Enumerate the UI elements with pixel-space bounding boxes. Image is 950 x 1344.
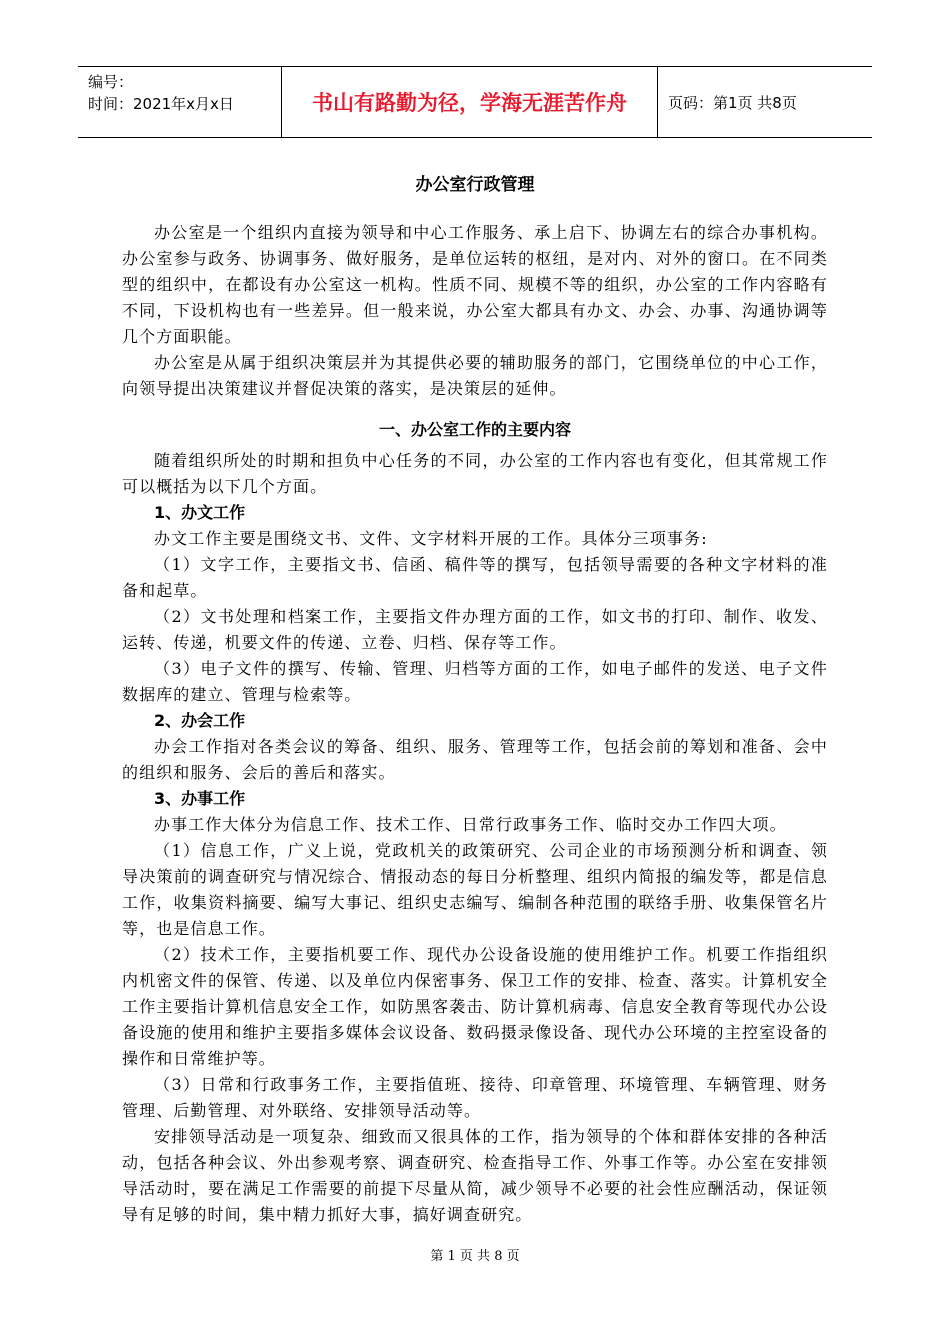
document-number-label: 编号： bbox=[88, 73, 134, 91]
subsection-heading: 2、办会工作 bbox=[154, 711, 246, 730]
section-heading: 一、办公室工作的主要内容 bbox=[378, 420, 571, 439]
header-table bbox=[78, 66, 872, 138]
paragraph: （2）技术工作，主要指机要工作、现代办公设备设施的使用维护工作。机要工作指组织内机密文件的保管、传递、以及单位内保密事务、保卫工作的安排、检查、落实。计算机安全工作主要指计算机信息安全工作，如防黑客袭击、防计算机病毒、信息安全教育等现代办公设备设施的使用和维护主要指多媒体会议设备、数码摄录像设备、现代办公环境的主控室设备的操作和日常维护等。 bbox=[122, 945, 828, 1068]
document-body bbox=[122, 170, 828, 1228]
paragraph: （1）文字工作，主要指文书、信函、稿件等的撰写，包括领导需要的各种文字材料的准备和起草。 bbox=[122, 555, 828, 600]
document-date: 时间：2021年x月x日 bbox=[88, 95, 234, 113]
subsection-heading: 1、办文工作 bbox=[154, 503, 246, 522]
intro-paragraph: 办公室是一个组织内直接为领导和中心工作服务、承上启下、协调左右的综合办事机构。办公室参与政务、协调事务、做好服务，是单位运转的枢纽，是对内、对外的窗口。在不同类型的组织中，在都设有办公室这一机构。性质不同、规模不等的组织，办公室的工作内容略有不同，下设机构也有一些差异。但一般来说，办公室大都具有办文、办会、办事、沟通协调等几个方面职能。 bbox=[122, 223, 828, 346]
header-meta-cell bbox=[78, 67, 282, 137]
paragraph: （3）日常和行政事务工作，主要指值班、接待、印章管理、环境管理、车辆管理、财务管理、后勤管理、对外联络、安排领导活动等。 bbox=[122, 1075, 828, 1120]
paragraph: 办会工作指对各类会议的筹备、组织、服务、管理等工作，包括会前的筹划和准备、会中的组织和服务、会后的善后和落实。 bbox=[122, 737, 828, 782]
paragraph: （2）文书处理和档案工作，主要指文件办理方面的工作，如文书的打印、制作、收发、运转、传递，机要文件的传递、立卷、归档、保存等工作。 bbox=[122, 607, 828, 652]
header-page-info: 页码：第1页 共8页 bbox=[668, 93, 797, 112]
document-title: 办公室行政管理 bbox=[415, 175, 535, 195]
intro-paragraph: 办公室是从属于组织决策层并为其提供必要的辅助服务的部门，它围绕单位的中心工作，向领导提出决策建议并督促决策的落实，是决策层的延伸。 bbox=[122, 353, 828, 398]
paragraph: 办事工作大体分为信息工作、技术工作、日常行政事务工作、临时交办工作四大项。 bbox=[154, 815, 787, 834]
page-footer: 第 1 页 共 8 页 bbox=[430, 1249, 520, 1264]
paragraph: （3）电子文件的撰写、传输、管理、归档等方面的工作，如电子邮件的发送、电子文件数据库的建立、管理与检索等。 bbox=[122, 659, 828, 704]
header-motto: 书山有路勤为径，学海无涯苦作舟 bbox=[282, 67, 658, 137]
paragraph: 办文工作主要是围绕文书、文件、文字材料开展的工作。具体分三项事务: bbox=[154, 529, 708, 548]
subsection-heading: 3、办事工作 bbox=[154, 789, 246, 808]
paragraph: （1）信息工作，广义上说，党政机关的政策研究、公司企业的市场预测分析和调查、领导决策前的调查研究与情况综合、情报动态的每日分析整理、组织内简报的编发等，都是信息工作，收集资料摘要、编写大事记、组织史志编写、编制各种范围的联络手册、收集保管名片等，也是信息工作。 bbox=[122, 841, 828, 938]
section-intro: 随着组织所处的时期和担负中心任务的不同，办公室的工作内容也有变化，但其常规工作可以概括为以下几个方面。 bbox=[122, 451, 828, 496]
paragraph: 安排领导活动是一项复杂、细致而又很具体的工作，指为领导的个体和群体安排的各种活动，包括各种会议、外出参观考察、调查研究、检查指导工作、外事工作等。办公室在安排领导活动时，要在满足工作需要的前提下尽量从简，减少领导不必要的社会性应酬活动，保证领导有足够的时间，集中精力抓好大事，搞好调查研究。 bbox=[122, 1127, 828, 1224]
